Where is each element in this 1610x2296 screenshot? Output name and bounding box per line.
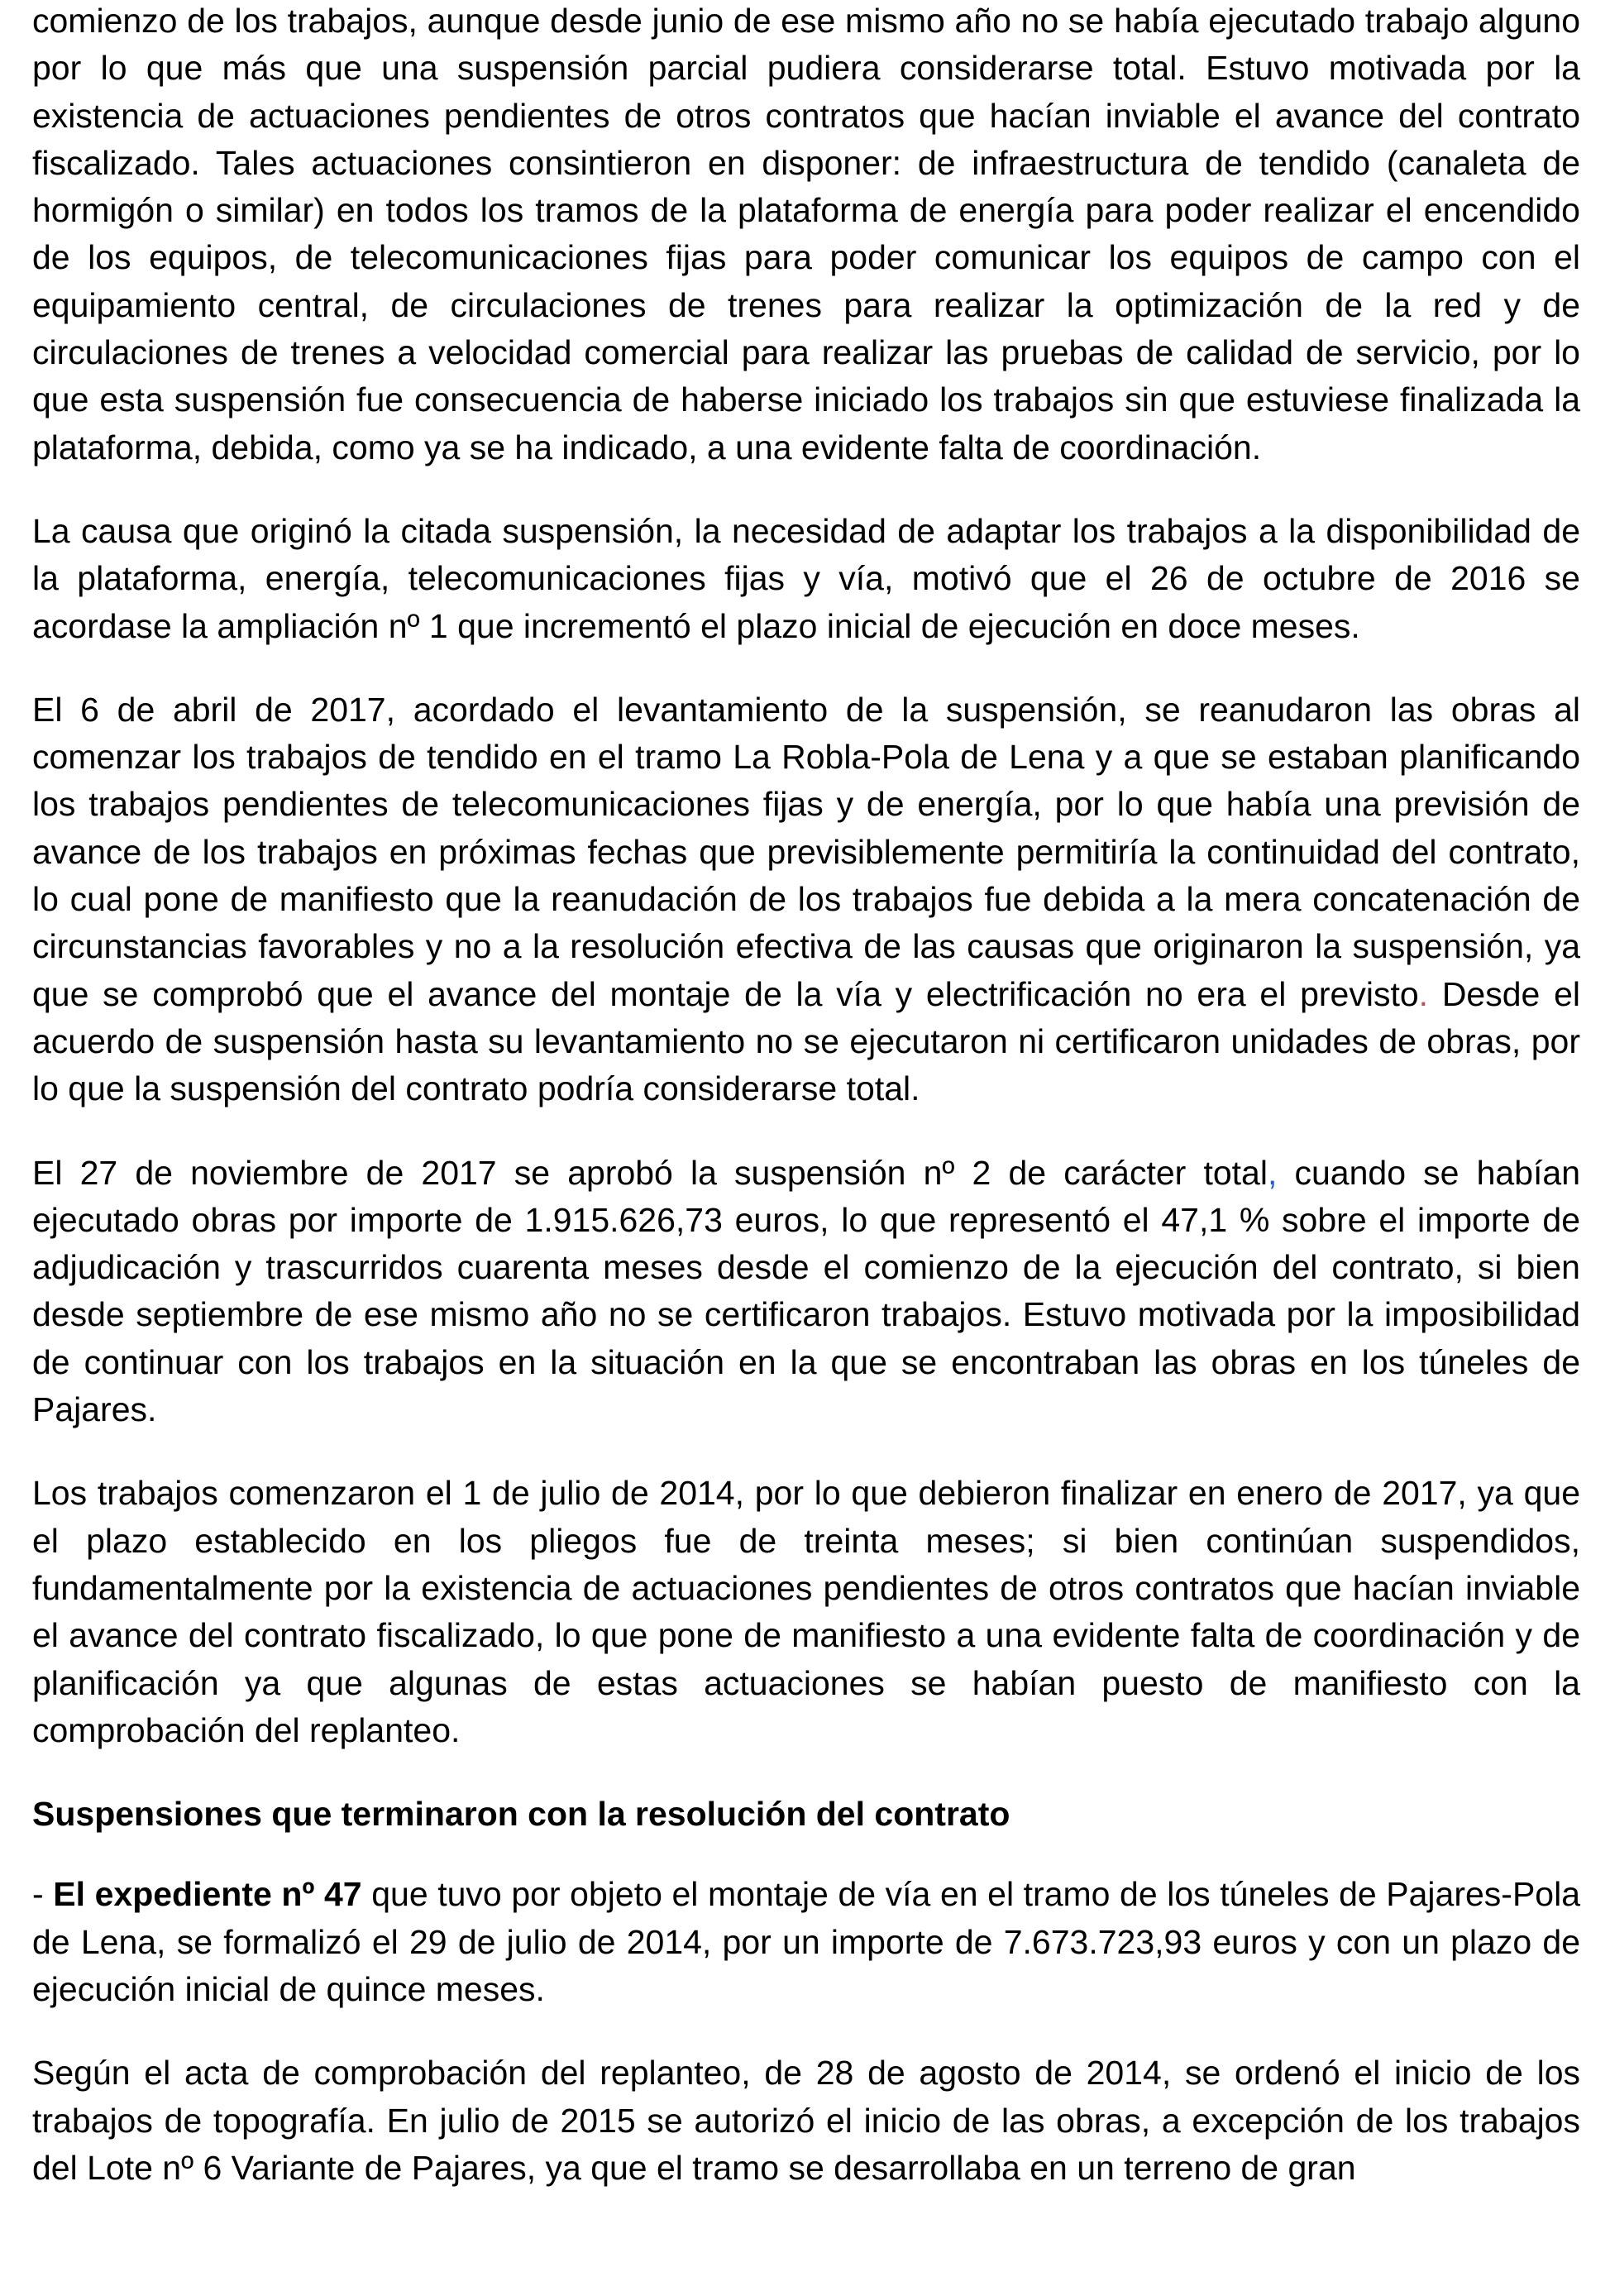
section-heading: Suspensiones que terminaron con la resolución del contrato <box>32 1795 1010 1834</box>
paragraph-suspension-1-cause: comienzo de los trabajos, aunque desde junio de ese mismo año no se había ejecutado trabajo alguno por lo que más que una suspensión parcial pudiera considerarse total. Estuvo motivada por la existencia de actuaciones pendientes de otros contratos que hacían inviable el avance del contrato fiscalizado. Tales actuaciones consintieron en disponer: de infraestructura de tendido (canaleta de hormigón o similar) en todos los tramos de la plataforma de energía para poder realizar el encendido de los equipos, de telecomunicaciones fijas para poder comunicar los equipos de campo con el equipamiento central, de circulaciones de trenes para realizar la optimización de la red y de circulaciones de trenes a velocidad comercial para realizar las pruebas de calidad de servicio, por lo que esta suspensión fue consecuencia de haberse iniciado los trabajos sin que estuviese finalizada la plataforma, debida, como ya se ha indicado, a una evidente falta de coordinación. <box>32 2 1580 466</box>
document-page <box>32 0 1580 2228</box>
paragraph-suspension-2-text-b: cuando se habían ejecutado obras por importe de 1.915.626,73 euros, lo que representó el 47,1 % sobre el importe de adjudicación y trascurridos cuarenta meses desde el comienzo de la ejecución del contrato, si bien desde septiembre de ese mismo año no se certificaron trabajos. Estuvo motivada por la imposibilidad de continuar con los trabajos en la situación en la que se encontraban las obras en los túneles de Pajares. <box>32 1153 1580 1429</box>
paragraph-suspension-lifted <box>32 686 1580 1113</box>
paragraph-suspension-2 <box>32 1150 1580 1434</box>
highlighted-comma: , <box>1267 1153 1278 1192</box>
paragraph-suspension-2-text-a: El 27 de noviembre de 2017 se aprobó la suspensión nº 2 de carácter total <box>32 1153 1268 1192</box>
paragraph-suspension-lifted-text-b: Desde el acuerdo de suspensión hasta su levantamiento no se ejecutaron ni certificaron unidades de obras, por lo que la suspensión del contrato podría considerarse total. <box>32 974 1581 1108</box>
paragraph-expediente-47-text: que tuvo por objeto el montaje de vía en el tramo de los túneles de Pajares-Pola de Lena, se formalizó el 29 de julio de 2014, por un importe de 7.673.723,93 euros y con un plazo de ejecución inicial de quince meses. <box>32 1875 1581 2008</box>
paragraph-suspension-lifted-text-a: El 6 de abril de 2017, acordado el levantamiento de la suspensión, se reanudaron las obras al comenzar los trabajos de tendido en el tramo La Robla-Pola de Lena y a que se estaban planificando los trabajos pendientes de telecomunicaciones fijas y de energía, por lo que había una previsión de avance de los trabajos en próximas fechas que previsiblemente permitiría la continuidad del contrato, lo cual pone de manifiesto que la reanudación de los trabajos fue debida a la mera concatenación de circunstancias favorables y no a la resolución efectiva de las causas que originaron la suspensión, ya que se comprobó que el avance del montaje de la vía y electrificación no era el previsto <box>32 690 1580 1013</box>
list-dash: - <box>32 1875 54 1914</box>
expediente-label: El expediente nº 47 <box>53 1875 362 1914</box>
paragraph-works-start: Los trabajos comenzaron el 1 de julio de 2014, por lo que debieron finalizar en enero de 2017, ya que el plazo establecido en los pliegos fue de treinta meses; si bien continúan suspendidos, fundamentalmente por la existencia de actuaciones pendientes de otros contratos que hacían inviable el avance del contrato fiscalizado, lo que pone de manifiesto a una evidente falta de coordinación y de planificación ya que algunas de estas actuaciones se habían puesto de manifiesto con la comprobación del replanteo. <box>32 1474 1580 1749</box>
paragraph-expediente-47 <box>32 1871 1580 2013</box>
paragraph-replanteo: Según el acta de comprobación del replanteo, de 28 de agosto de 2014, se ordenó el inicio de los trabajos de topografía. En julio de 2015 se autorizó el inicio de las obras, a excepción de los trabajos del Lote nº 6 Variante de Pajares, ya que el tramo se desarrollaba en un terreno de gran <box>32 2054 1580 2187</box>
paragraph-extension-1: La causa que originó la citada suspensión, la necesidad de adaptar los trabajos a la disponibilidad de la plataforma, energía, telecomunicaciones fijas y vía, motivó que el 26 de octubre de 2016 se acordase la ampliación nº 1 que incrementó el plazo inicial de ejecución en doce meses. <box>32 511 1580 645</box>
highlighted-period: . <box>1418 974 1429 1013</box>
